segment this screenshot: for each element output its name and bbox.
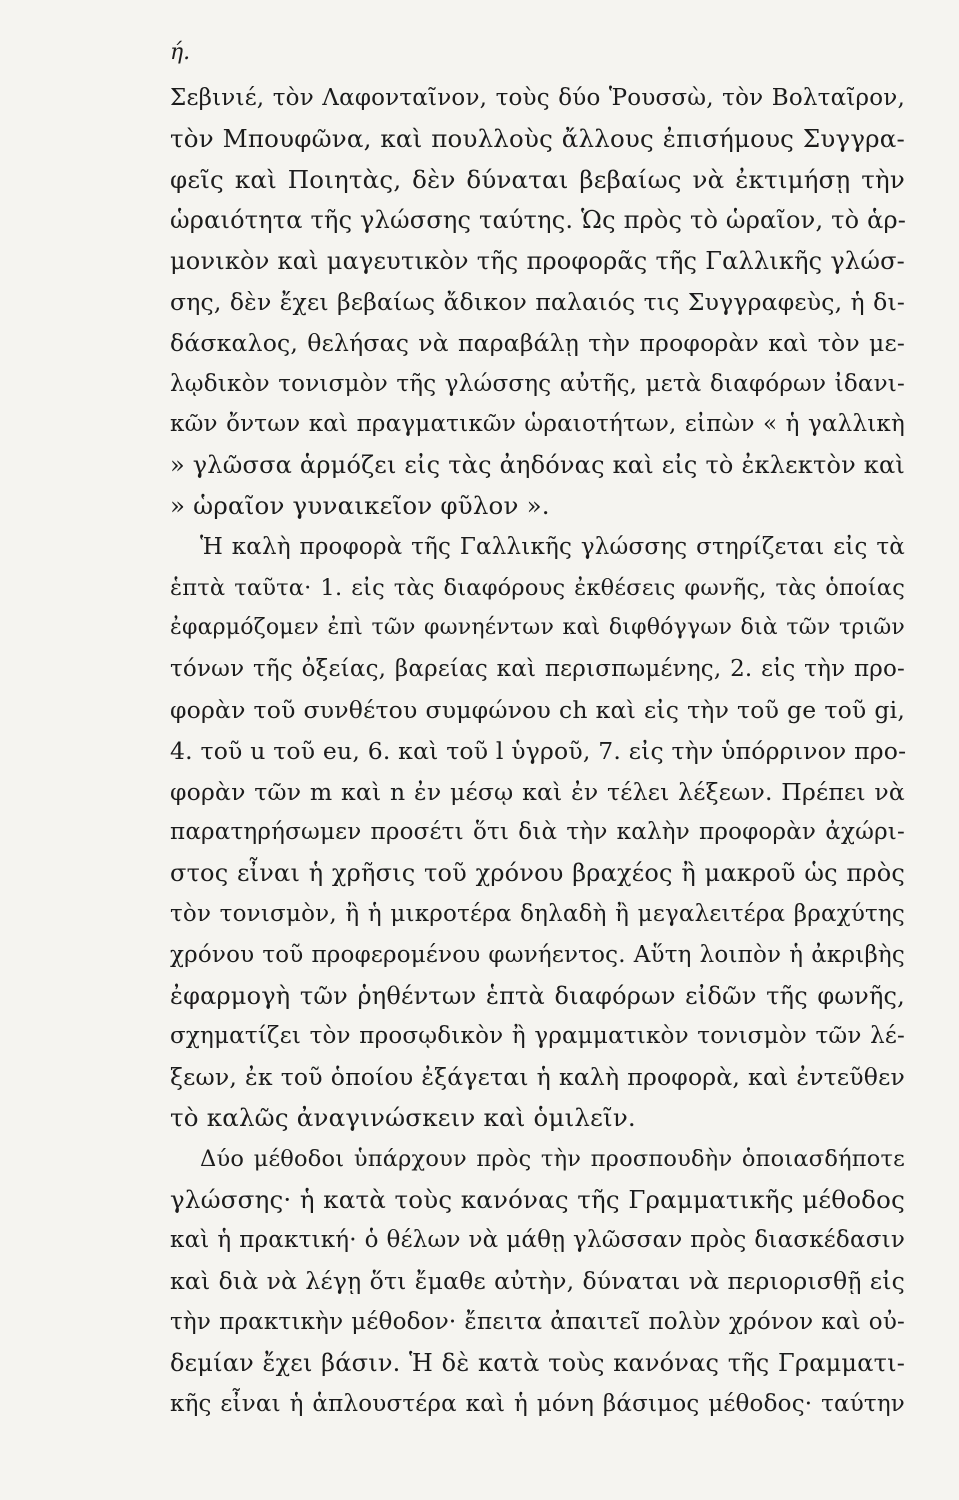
text-line: ἐφαρμογὴ τῶν ῥηθέντων ἑπτὰ διαφόρων εἰδῶν τῆς φωνῆς, — [170, 981, 905, 1010]
text-line: χρόνου τοῦ προφερομένου φωνήεντος. Αὕτη λοιπὸν ἡ ἀκριβὴς — [170, 941, 905, 968]
paragraph-start-line: Δύο μέθοδοι ὑπάρχουν πρὸς τὴν προσπουδὴν ὁποιασδήποτε — [200, 1145, 905, 1172]
text-line: λῳδικὸν τονισμὸν τῆς γλώσσης αὐτῆς, μετὰ διαφόρων ἰδανι- — [170, 370, 905, 397]
text-line: φορὰν τῶν m καὶ n ἐν μέσῳ καὶ ἐν τέλει λέξεων. Πρέπει νὰ — [170, 777, 905, 806]
text-line: τὸν τονισμὸν, ἢ ἡ μικροτέρα δηλαδὴ ἢ μεγαλειτέρα βραχύτης — [170, 900, 905, 927]
text-line: κῆς εἶναι ἡ ἁπλουστέρα καὶ ἡ μόνη βάσιμος μέθοδος· ταύτην — [170, 1390, 905, 1417]
page-header: ή. — [170, 40, 191, 65]
text-line: μονικὸν καὶ μαγευτικὸν τῆς προφορᾶς τῆς Γαλλικῆς γλώσ- — [170, 247, 905, 276]
text-line: Σεβινιέ, τὸν Λαφονταῖνον, τοὺς δύο Ῥουσσὼ, τὸν Βολταῖρον, — [170, 85, 905, 111]
text-line: φεῖς καὶ Ποιητὰς, δὲν δύναται βεβαίως νὰ ἐκτιμήσῃ τὴν — [170, 164, 905, 194]
text-line: φορὰν τοῦ συνθέτου συμφώνου ch καὶ εἰς τὴν τοῦ ge τοῦ gi, — [170, 695, 905, 724]
text-line: κῶν ὄντων καὶ πραγματικῶν ὡραιοτήτων, εἰπὼν « ἡ γαλλικὴ — [170, 411, 905, 438]
body-text — [170, 78, 905, 1424]
text-line: τὸ καλῶς ἀναγινώσκειν καὶ ὁμιλεῖν. — [170, 1102, 636, 1132]
text-line: » γλῶσσα ἁρμόζει εἰς τὰς ἀηδόνας καὶ εἰς τὸ ἐκλεκτὸν καὶ — [170, 451, 905, 480]
text-line: δεμίαν ἔχει βάσιν. Ἡ δὲ κατὰ τοὺς κανόνας τῆς Γραμματι- — [170, 1348, 905, 1377]
text-line: » ὡραῖον γυναικεῖον φῦλον ». — [170, 490, 550, 520]
text-line: ὡραιότητα τῆς γλώσσης ταύτης. Ὡς πρὸς τὸ ὡραῖον, τὸ ἁρ- — [170, 206, 907, 235]
text-line: ἐφαρμόζομεν ἐπὶ τῶν φωνηέντων καὶ διφθόγγων διὰ τῶν τριῶν — [170, 615, 905, 641]
text-line: τὸν Μπουφῶνα, καὶ πουλλοὺς ἄλλους ἐπισήμους Συγγρα- — [170, 123, 905, 153]
text-line: παρατηρήσωμεν προσέτι ὅτι διὰ τὴν καλὴν προφορὰν ἀχώρι- — [170, 819, 905, 846]
text-line: καὶ ἡ πρακτική· ὁ θέλων νὰ μάθῃ γλῶσσαν πρὸς διασκέδασιν — [170, 1227, 905, 1254]
text-line: τόνων τῆς ὀξείας, βαρείας καὶ περισπωμένης, 2. εἰς τὴν προ- — [170, 656, 905, 683]
paragraph-start-line: Ἡ καλὴ προφορὰ τῆς Γαλλικῆς γλώσσης στηρίζεται εἰς τὰ — [200, 533, 905, 560]
text-line: δάσκαλος, θελήσας νὰ παραβάλῃ τὴν προφορὰν καὶ τὸν με- — [170, 328, 905, 357]
text-line: 4. τοῦ u τοῦ eu, 6. καὶ τοῦ l ὑγροῦ, 7. εἰς τὴν ὑπόρρινον προ- — [170, 736, 907, 765]
text-line: καὶ διὰ νὰ λέγῃ ὅτι ἔμαθε αὐτὴν, δύναται νὰ περιορισθῇ εἰς — [170, 1267, 905, 1296]
text-line: σης, δὲν ἔχει βεβαίως ἄδικον παλαιός τις Συγγραφεὺς, ἡ δι- — [170, 287, 905, 316]
text-line: ξεων, ἐκ τοῦ ὁποίου ἐξάγεται ἡ καλὴ προφορὰ, καὶ ἐντεῦθεν — [170, 1063, 905, 1092]
text-line: τὴν πρακτικὴν μέθοδον· ἔπειτα ἀπαιτεῖ πολὺν χρόνον καὶ οὐ- — [170, 1308, 905, 1335]
text-line: ἑπτὰ ταῦτα· 1. εἰς τὰς διαφόρους ἐκθέσεις φωνῆς, τὰς ὁποίας — [170, 574, 905, 601]
text-line: σχηματίζει τὸν προσῳδικὸν ἢ γραμματικὸν τονισμὸν τῶν λέ- — [170, 1023, 905, 1050]
text-line: στος εἶναι ἡ χρῆσις τοῦ χρόνου βραχέος ἢ μακροῦ ὡς πρὸς — [170, 859, 905, 888]
text-line: γλώσσης· ἡ κατὰ τοὺς κανόνας τῆς Γραμματικῆς μέθοδος — [170, 1184, 905, 1214]
